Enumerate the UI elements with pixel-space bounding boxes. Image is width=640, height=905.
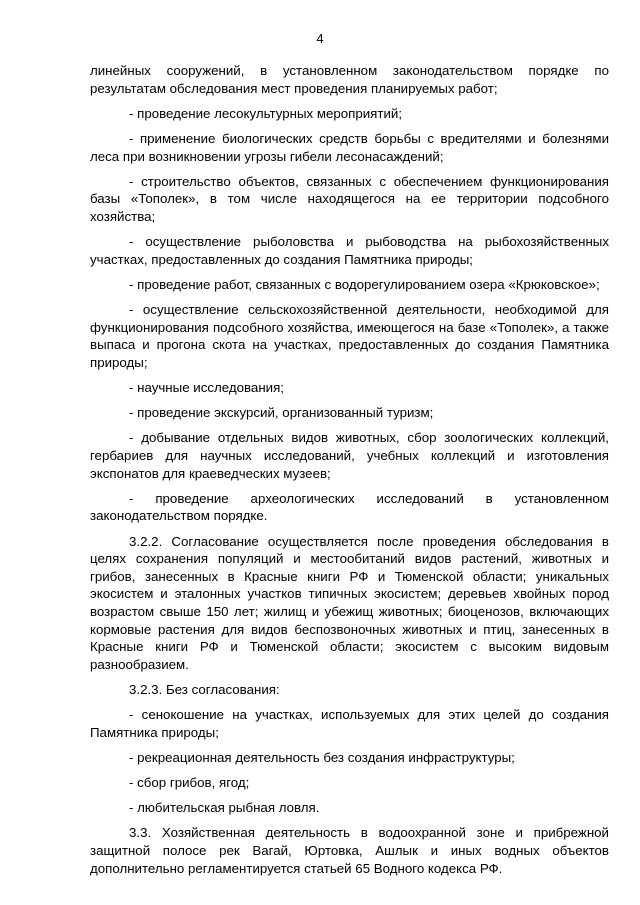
list-item: - применение биологических средств борьбы с вредителями и болезнями леса при возникновении угрозы гибели лесонасаждений; <box>90 130 609 164</box>
list-item: - строительство объектов, связанных с обеспечением функционирования базы «Тополек», в том числе находящегося на ее территории подсобного хозяйства; <box>90 173 609 224</box>
section-3-3: 3.3. Хозяйственная деятельность в водоохранной зоне и прибрежной защитной полосе рек Вагай, Юртовка, Ашлык и иных водных объектов дополнительно регламентируется статьей 65 Водного кодекса РФ. <box>90 825 609 876</box>
list-item: - сбор грибов, ягод; <box>129 775 250 791</box>
list-item: - научные исследования; <box>129 380 284 396</box>
list-item: - осуществление сельскохозяйственной деятельности, необходимой для функционирования подсобного хозяйства, имеющегося на базе «Тополек», а также выпаса и прогона скота на участках, предоставленных до создания Памятника природы; <box>90 302 609 370</box>
list-item: - проведение лесокультурных мероприятий; <box>129 105 403 121</box>
list-item: - осуществление рыболовства и рыбоводства на рыбохозяйственных участках, предоставленных до создания Памятника природы; <box>90 234 609 267</box>
section-3-2-3-heading: 3.2.3. Без согласования: <box>129 681 280 697</box>
list-item: - рекреационная деятельность без создания инфраструктуры; <box>129 749 515 765</box>
list-item: - любительская рыбная ловля. <box>129 800 320 816</box>
page-number: 4 <box>316 31 324 46</box>
list-item: - добывание отдельных видов животных, сбор зоологических коллекций, гербариев для научных исследований, учебных коллекций и изготовления экспонатов для краеведческих музеев; <box>90 430 609 481</box>
list-item: - проведение экскурсий, организованный туризм; <box>129 405 434 421</box>
paragraph-continuation: линейных сооружений, в установленном законодательством порядке по результатам обследования мест проведения планируемых работ; <box>90 63 609 96</box>
section-3-2-2: 3.2.2. Согласование осуществляется после проведения обследования в целях сохранения популяций и местообитаний видов растений, животных и грибов, занесенных в Красные книги РФ и Тюменской области; уникальных экосистем и эталонных участков типичных экосистем; деревьев хвойных пород возрастом свыше 150 лет; жилищ и убежищ животных; биоценозов, включающих кормовые растения для видов беспозвоночных животных и птиц, занесенных в Красные книги РФ и Тюменской области; экосистем с высоким видовым разнообразием. <box>90 533 609 672</box>
list-item: - сенокошение на участках, используемых для этих целей до создания Памятника природы; <box>90 707 609 740</box>
document-body <box>90 62 609 885</box>
list-item: - проведение работ, связанных с водорегулированием озера «Крюковское»; <box>129 276 600 292</box>
list-item: - проведение археологических исследований в установленном законодательством порядке. <box>90 490 609 524</box>
